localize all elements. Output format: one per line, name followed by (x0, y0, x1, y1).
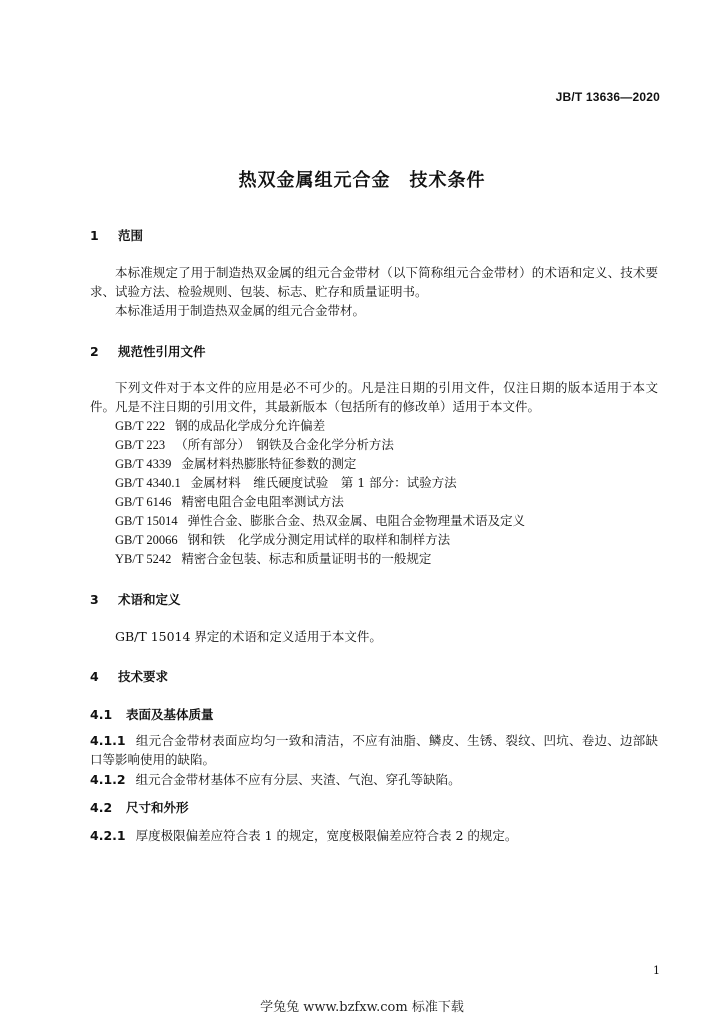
reference-code: GB/T 15014 (115, 514, 178, 528)
section-4-heading (90, 667, 168, 685)
section-number: 1 (90, 228, 99, 243)
standard-code: JB/T 13636—2020 (555, 90, 660, 104)
reference-code: GB/T 222 (115, 419, 166, 433)
reference-title: 精密电阻合金电阻率测试方法 (181, 494, 344, 509)
reference-item (115, 511, 525, 529)
scope-applicability: 本标准适用于制造热双金属的组元合金带材。 (115, 303, 366, 318)
clause-text: 厚度极限偏差应符合表 1 的规定，宽度极限偏差应符合表 2 的规定。 (135, 828, 518, 843)
reference-code: GB/T 20066 (115, 533, 178, 547)
section-number: 2 (90, 344, 99, 359)
reference-item (115, 492, 344, 510)
reference-title: 弹性合金、膨胀合金、热双金属、电阻合金物理量术语及定义 (187, 513, 526, 528)
clause-4-1-2 (90, 770, 658, 789)
section-number: 3 (90, 592, 99, 607)
reference-title: 钢和铁 化学成分测定用试样的取样和制样方法 (187, 532, 451, 547)
reference-item (115, 530, 450, 548)
subsection-title: 表面及基体质量 (126, 707, 214, 722)
reference-title: （所有部分） 钢铁及合金化学分析方法 (175, 437, 394, 452)
clause-text: 组元合金带材基体不应有分层、夹渣、气泡、穿孔等缺陷。 (135, 772, 461, 787)
reference-code: GB/T 4339 (115, 457, 172, 471)
reference-title: 精密合金包装、标志和质量证明书的一般规定 (181, 551, 432, 566)
reference-code: GB/T 223 (115, 438, 166, 452)
clause-number: 4.1.1 (90, 733, 126, 748)
section-2-heading (90, 342, 206, 360)
site-watermark: 学兔兔 www.bzfxw.com 标准下载 (260, 1000, 464, 1015)
section-number: 4 (90, 669, 99, 684)
section-title: 规范性引用文件 (118, 344, 206, 359)
clause-text: 组元合金带材表面应均匀一致和清洁，不应有油脂、鳞皮、生锈、裂纹、凹坑、卷边、边部缺口等影响使用的缺陷。 (90, 733, 658, 767)
subsection-title: 尺寸和外形 (126, 800, 189, 815)
normative-refs-intro: 下列文件对于本文件的应用是必不可少的。凡是注日期的引用文件，仅注日期的版本适用于本文件。凡是不注日期的引用文件，其最新版本（包括所有的修改单）适用于本文件。 (90, 380, 658, 414)
reference-code: GB/T 4340.1 (115, 476, 181, 490)
reference-title: 金属材料 维氏硬度试验 第 1 部分：试验方法 (190, 475, 457, 490)
reference-title: 金属材料热膨胀特征参数的测定 (181, 456, 357, 471)
reference-item (115, 454, 356, 472)
subsection-4-2-heading (90, 798, 189, 816)
reference-code: GB/T 6146 (115, 495, 172, 509)
scope-paragraph: 本标准规定了用于制造热双金属的组元合金带材（以下简称组元合金带材）的术语和定义、技术要求、试验方法、检验规则、包装、标志、贮存和质量证明书。 (90, 265, 658, 299)
clause-4-2-1 (90, 826, 658, 845)
section-title: 技术要求 (118, 669, 169, 684)
section-3-heading (90, 590, 181, 608)
document-title: 热双金属组元合金 技术条件 (238, 170, 486, 191)
reference-item (115, 435, 394, 453)
terms-paragraph: GB/T 15014 界定的术语和定义适用于本文件。 (115, 629, 382, 644)
clause-number: 4.2.1 (90, 828, 126, 843)
subsection-number: 4.1 (90, 707, 113, 722)
reference-code: YB/T 5242 (115, 552, 172, 566)
reference-item (115, 416, 325, 434)
subsection-number: 4.2 (90, 800, 113, 815)
section-title: 范围 (118, 228, 144, 243)
section-1-heading (90, 226, 143, 244)
clause-number: 4.1.2 (90, 772, 126, 787)
subsection-4-1-heading (90, 705, 214, 723)
section-title: 术语和定义 (118, 592, 181, 607)
page-number: 1 (653, 964, 660, 977)
reference-item (115, 549, 431, 567)
clause-4-1-1 (90, 731, 658, 769)
reference-item (115, 473, 457, 491)
reference-title: 钢的成品化学成分允许偏差 (175, 418, 326, 433)
